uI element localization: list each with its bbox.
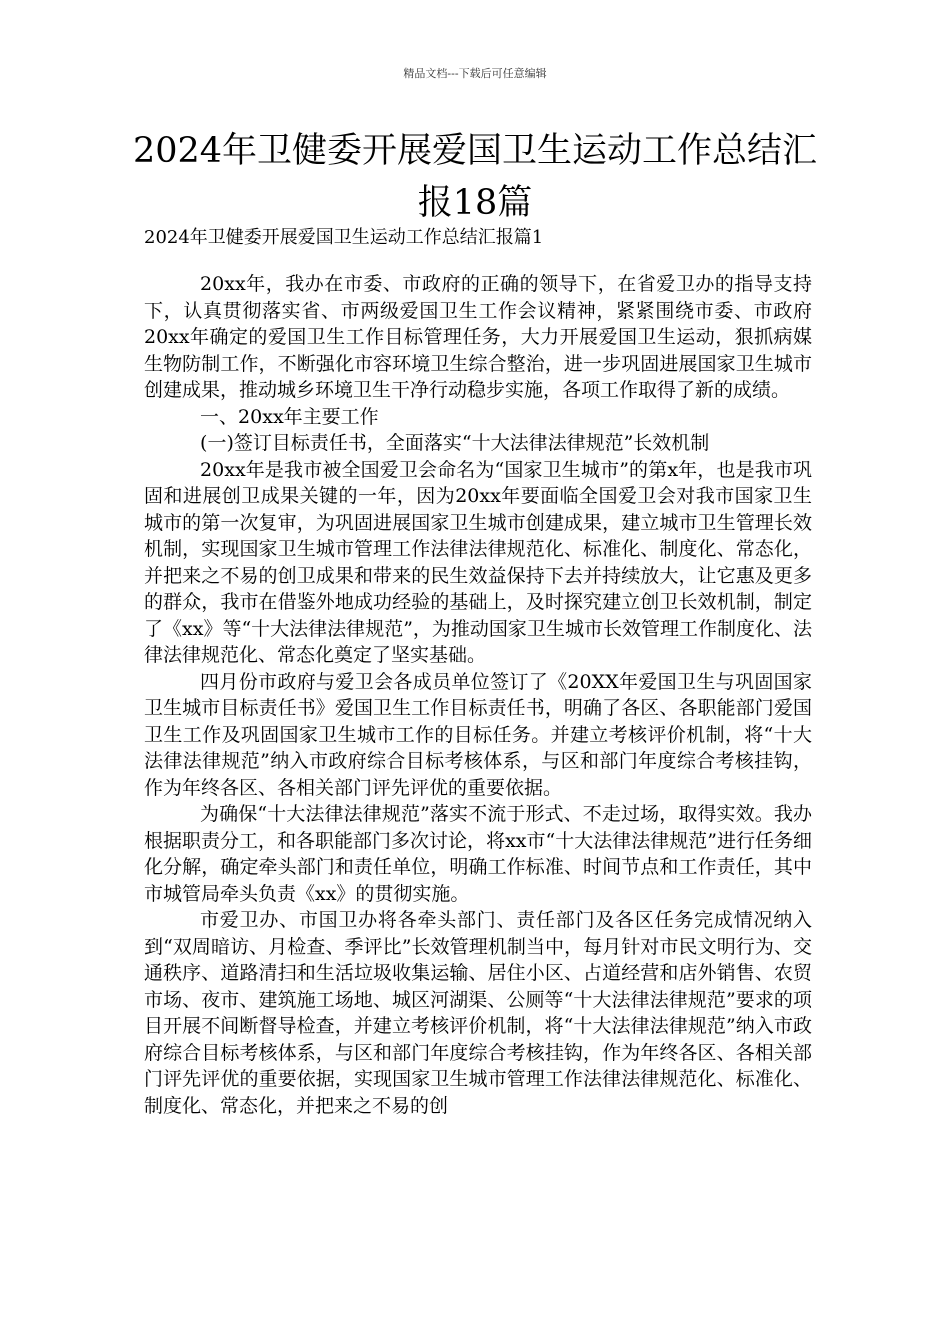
- document-body: [144, 271, 812, 1119]
- page-header-note: 精品文档---下载后可任意编辑: [403, 67, 547, 80]
- document-title: 2024年卫健委开展爱国卫生运动工作总结汇报18篇: [132, 131, 818, 223]
- body-paragraph: 20xx年，我办在市委、市政府的正确的领导下，在省爱卫办的指导支持下，认真贯彻落实省、市两级爱国卫生工作会议精神，紧紧围绕市委、市政府20xx年确定的爱国卫生工作目标管理任务，大力开展爱国卫生运动，狠抓病媒生物防制工作，不断强化市容环境卫生综合整治，进一步巩固进展国家卫生城市创建成果，推动城乡环境卫生干净行动稳步实施，各项工作取得了新的成绩。: [144, 273, 812, 401]
- body-paragraph: 四月份市政府与爱卫会各成员单位签订了《20XX年爱国卫生与巩固国家卫生城市目标责任书》爱国卫生工作目标责任书，明确了各区、各职能部门爱国卫生工作及巩固国家卫生城市工作的目标任务。并建立考核评价机制，将“十大法律法律规范”纳入市政府综合目标考核体系，与区和部门年度综合考核挂钩，作为年终各区、各相关部门评先评优的重要依据。: [144, 670, 812, 799]
- section-heading: 一、20xx年主要工作: [200, 405, 379, 428]
- body-paragraph: 市爱卫办、市国卫办将各牵头部门、责任部门及各区任务完成情况纳入到“双周暗访、月检查、季评比”长效管理机制当中，每月针对市民文明行为、交通秩序、道路清扫和生活垃圾收集运输、居住小区、占道经营和店外销售、农贸市场、夜市、建筑施工场地、城区河湖渠、公厕等“十大法律法律规范”要求的项目开展不间断督导检查，并建立考核评价机制，将“十大法律法律规范”纳入市政府综合目标考核体系，与区和部门年度综合考核挂钩，作为年终各区、各相关部门评先评优的重要依据，实现国家卫生城市管理工作法律法律规范化、标准化、制度化、常态化，并把来之不易的创: [144, 909, 812, 1117]
- section-subtitle: 2024年卫健委开展爱国卫生运动工作总结汇报篇1: [144, 227, 544, 248]
- subsection-heading: (一)签订目标责任书，全面落实“十大法律法律规范”长效机制: [200, 432, 710, 454]
- body-paragraph: 20xx年是我市被全国爱卫会命名为“国家卫生城市”的第x年，也是我市巩固和进展创卫成果关键的一年，因为20xx年要面临全国爱卫会对我市国家卫生城市的第一次复审，为巩固进展国家卫生城市创建成果，建立城市卫生管理长效机制，实现国家卫生城市管理工作法律法律规范化、标准化、制度化、常态化，并把来之不易的创卫成果和带来的民生效益保持下去并持续放大，让它惠及更多的群众，我市在借鉴外地成功经验的基础上，及时探究建立创卫长效机制，制定了《xx》等“十大法律法律规范”，为推动国家卫生城市长效管理工作制度化、法律法律规范化、常态化奠定了坚实基础。: [144, 458, 812, 666]
- body-paragraph: 为确保“十大法律法律规范”落实不流于形式、不走过场，取得实效。我办根据职责分工，和各职能部门多次讨论，将xx市“十大法律法律规范”进行任务细化分解，确定牵头部门和责任单位，明确工作标准、时间节点和工作责任，其中市城管局牵头负责《xx》的贯彻实施。: [144, 803, 812, 905]
